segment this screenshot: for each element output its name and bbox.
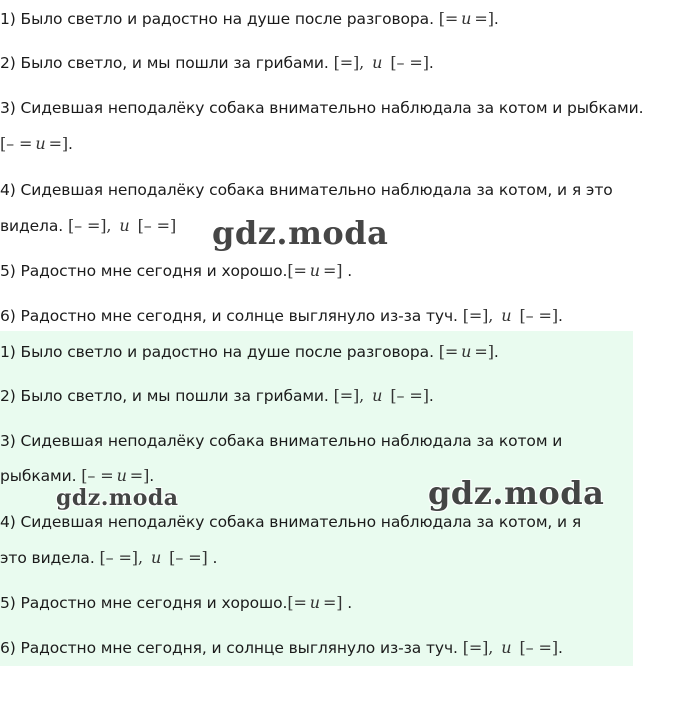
sentence-text: это видела. (0, 549, 95, 567)
sentence-1: 1) Было светло и радостно на душе после разговора. [= и =]. (0, 9, 499, 28)
panel-sentence-2: 2) Было светло, и мы пошли за грибами. [=], и [– =]. (0, 386, 434, 405)
scheme: [– =], и [– =] (67, 216, 177, 235)
sentence-text: 5) Радостно мне сегодня и хорошо. (0, 262, 288, 280)
sentence-text: 2) Было светло, и мы пошли за грибами. (0, 54, 329, 72)
sentence-3-line-1 (0, 97, 643, 119)
sentence-text: 3) Сидевшая неподалёку собака внимательно наблюдала за котом и (0, 432, 563, 450)
sentence-4-line-2 (0, 215, 176, 237)
scheme: [=], и [– =] (333, 53, 429, 72)
scheme: [– =], и [– =] (99, 548, 208, 567)
sentence-text: 1) Было светло и радостно на душе после разговора. (0, 343, 434, 361)
sentence-text: 5) Радостно мне сегодня и хорошо. (0, 594, 288, 612)
sentence-text: 3) Сидевшая неподалёку собака внимательно наблюдала за котом и рыбками. (0, 99, 644, 117)
sentence-text: 2) Было светло, и мы пошли за грибами. (0, 387, 329, 405)
scheme: [=], и [– =] (462, 638, 558, 657)
scheme: [= и =] (438, 9, 494, 28)
sentence-2: 2) Было светло, и мы пошли за грибами. [=], и [– =]. (0, 53, 434, 72)
scheme: [– = и =] (81, 466, 150, 485)
panel-sentence-1: 1) Было светло и радостно на душе после разговора. [= и =]. (0, 342, 499, 361)
watermark-logo: gdz.moda (212, 214, 389, 252)
sentence-text: 4) Сидевшая неподалёку собака внимательно наблюдала за котом, и я (0, 513, 582, 531)
sentence-text: 6) Радостно мне сегодня, и солнце выглянуло из-за туч. (0, 307, 458, 325)
sentence-4-line-1 (0, 179, 613, 201)
sentence-6: 6) Радостно мне сегодня, и солнце выглянуло из-за туч. [=], и [– =]. (0, 306, 563, 325)
panel-sentence-4-line-2: это видела. [– =], и [– =] . (0, 548, 218, 567)
sentence-text: рыбками. (0, 467, 77, 485)
watermark-logo: gdz.moda (428, 474, 605, 512)
scheme: [= и =] (287, 261, 343, 280)
scheme: [= и =] (287, 593, 343, 612)
sentence-text: 1) Было светло и радостно на душе после разговора. (0, 10, 434, 28)
sentence-5: 5) Радостно мне сегодня и хорошо.[= и =] . (0, 261, 353, 280)
scheme: [– = и =] (0, 134, 69, 153)
panel-sentence-4-line-1 (0, 511, 581, 533)
sentence-text: видела. (0, 217, 64, 235)
panel-sentence-6: 6) Радостно мне сегодня, и солнце выглянуло из-за туч. [=], и [– =]. (0, 638, 563, 657)
panel-sentence-3-line-1 (0, 430, 562, 452)
watermark-logo: gdz.moda (56, 485, 179, 511)
scheme: [= и =] (438, 342, 494, 361)
sentence-text: 6) Радостно мне сегодня, и солнце выглянуло из-за туч. (0, 639, 458, 657)
panel-sentence-5: 5) Радостно мне сегодня и хорошо.[= и =] . (0, 593, 353, 612)
panel-sentence-3-line-2: рыбками. [– = и =]. (0, 466, 155, 485)
scheme: [=], и [– =] (333, 386, 429, 405)
sentence-text: 4) Сидевшая неподалёку собака внимательно наблюдала за котом, и я это (0, 181, 613, 199)
scheme: [=], и [– =] (462, 306, 558, 325)
sentence-3-line-2: [– = и =]. (0, 134, 73, 153)
